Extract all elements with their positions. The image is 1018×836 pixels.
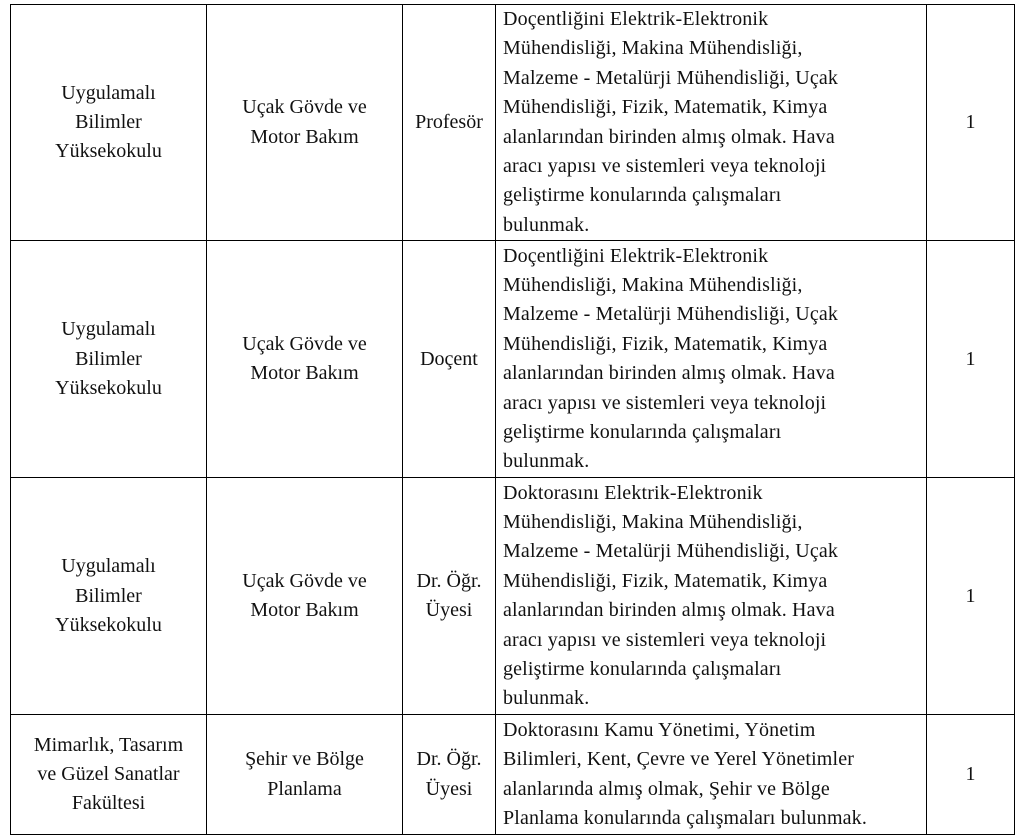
requirement-cell: Doçentliğini Elektrik-Elektronik Mühendisliği, Makina Mühendisliği, Malzeme - Metalürji Mühendisliği, Uçak Mühendisliği, Fizik, Matematik, Kimya alanlarından birinden almış olmak. Hava aracı yapısı ve sistemleri veya teknoloji geliştirme konularında çalışmaları bulunmak.	[496, 5, 927, 241]
unit-cell: Uygulamalı Bilimler Yüksekokulu	[11, 478, 207, 715]
unit-cell: Uygulamalı Bilimler Yüksekokulu	[11, 241, 207, 478]
unit-cell: Mimarlık, Tasarım ve Güzel Sanatlar Fakültesi	[11, 715, 207, 835]
position-table	[10, 4, 1015, 835]
department-cell: Şehir ve Bölge Planlama	[207, 715, 403, 835]
table-row	[11, 5, 1015, 241]
title-cell: Profesör	[403, 5, 496, 241]
requirement-cell: Doçentliğini Elektrik-Elektronik Mühendisliği, Makina Mühendisliği, Malzeme - Metalürji Mühendisliği, Uçak Mühendisliği, Fizik, Matematik, Kimya alanlarından birinden almış olmak. Hava aracı yapısı ve sistemleri veya teknoloji geliştirme konularında çalışmaları bulunmak.	[496, 241, 927, 478]
department-cell: Uçak Gövde ve Motor Bakım	[207, 241, 403, 478]
table-row	[11, 478, 1015, 715]
requirement-cell: Doktorasını Kamu Yönetimi, Yönetim Bilimleri, Kent, Çevre ve Yerel Yönetimler alanlarında almış olmak, Şehir ve Bölge Planlama konularında çalışmaları bulunmak.	[496, 715, 927, 835]
count-cell: 1	[927, 5, 1015, 241]
department-cell: Uçak Gövde ve Motor Bakım	[207, 478, 403, 715]
title-cell: Dr. Öğr. Üyesi	[403, 478, 496, 715]
title-cell: Dr. Öğr. Üyesi	[403, 715, 496, 835]
unit-cell: Uygulamalı Bilimler Yüksekokulu	[11, 5, 207, 241]
table-row	[11, 241, 1015, 478]
count-cell: 1	[927, 715, 1015, 835]
title-cell: Doçent	[403, 241, 496, 478]
table-row	[11, 715, 1015, 835]
count-cell: 1	[927, 478, 1015, 715]
count-cell: 1	[927, 241, 1015, 478]
requirement-cell: Doktorasını Elektrik-Elektronik Mühendisliği, Makina Mühendisliği, Malzeme - Metalürji Mühendisliği, Uçak Mühendisliği, Fizik, Matematik, Kimya alanlarından birinden almış olmak. Hava aracı yapısı ve sistemleri veya teknoloji geliştirme konularında çalışmaları bulunmak.	[496, 478, 927, 715]
department-cell: Uçak Gövde ve Motor Bakım	[207, 5, 403, 241]
